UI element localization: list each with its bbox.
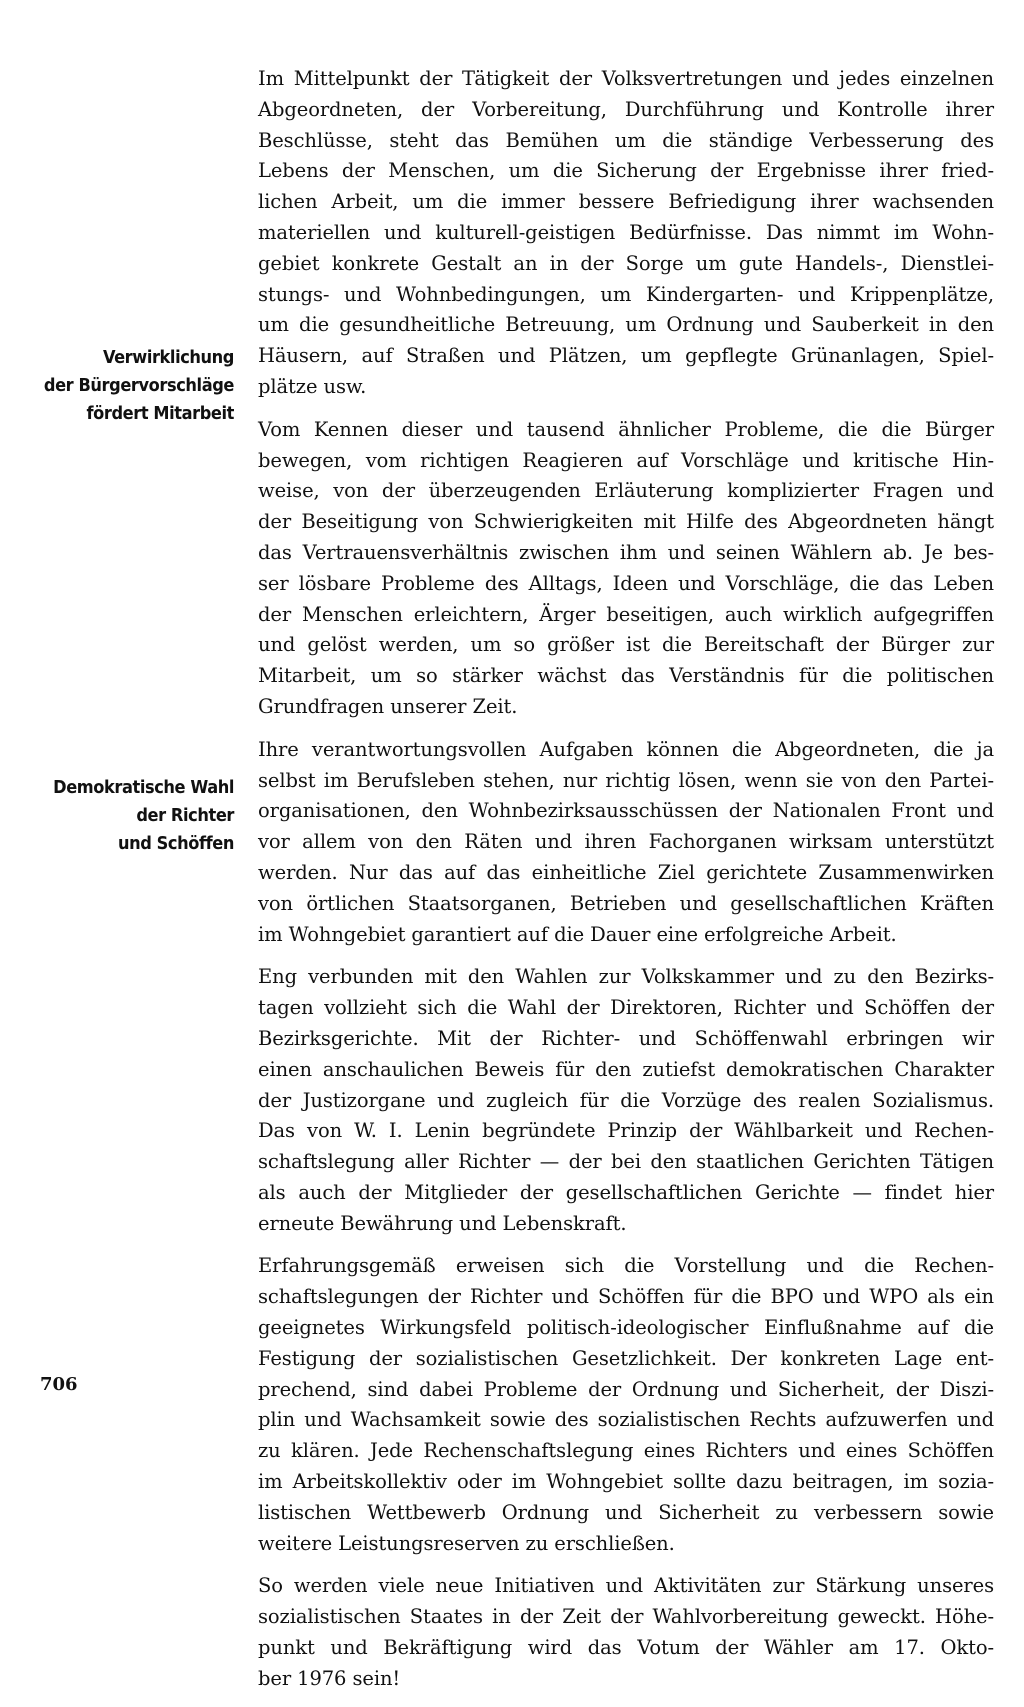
side-heading-line: Verwirklichung: [102, 347, 234, 368]
text-line: ber 1976 sein!: [258, 1666, 401, 1690]
text-line: prechend, sind dabei Probleme der Ordnung und Sicherheit, der Diszi-: [258, 1377, 994, 1401]
text-line: im Arbeitskollektiv oder im Wohngebiet sollte dazu beitragen, im sozia-: [258, 1470, 994, 1494]
page-number: 706: [40, 1374, 78, 1395]
text-line: Bezirksgerichte. Mit der Richter- und Schöffenwahl erbringen wir: [258, 1026, 994, 1050]
text-line: schaftslegung aller Richter — der bei den staatlichen Gerichten Tätigen: [258, 1150, 994, 1174]
text-line: im Wohngebiet garantiert auf die Dauer eine erfolgreiche Arbeit.: [258, 922, 897, 946]
text-line: lichen Arbeit, um die immer bessere Befriedigung ihrer wachsenden: [258, 190, 994, 214]
text-line: Mitarbeit, um so stärker wächst das Verständnis für die politischen: [258, 664, 994, 688]
text-line: Ihre verantwortungsvollen Aufgaben können die Abgeordneten, die ja: [258, 737, 994, 761]
text-line: zu klären. Jede Rechenschaftslegung eines Richters und eines Schöffen: [258, 1439, 994, 1463]
text-line: werden. Nur das auf das einheitliche Ziel gerichtete Zusammenwirken: [258, 860, 994, 884]
text-line: Häusern, auf Straßen und Plätzen, um gepflegte Grünanlagen, Spiel-: [258, 344, 994, 368]
text-line: schaftslegungen der Richter und Schöffen für die BPO und WPO als ein: [258, 1285, 994, 1309]
paragraph: [258, 1571, 994, 1694]
text-line: selbst im Berufsleben stehen, nur richtig lösen, wenn sie von den Partei-: [258, 768, 994, 792]
text-line: Abgeordneten, der Vorbereitung, Durchführung und Kontrolle ihrer: [258, 97, 994, 121]
text-line: weise, von der überzeugenden Erläuterung komplizierter Fragen und: [258, 479, 994, 503]
text-line: als auch der Mitglieder der gesellschaftlichen Gerichte — findet hier: [258, 1180, 994, 1204]
text-line: materiellen und kulturell-geistigen Bedürfnisse. Das nimmt im Wohn-: [258, 220, 994, 244]
side-heading-line: Demokratische Wahl: [53, 777, 234, 798]
text-line: einen anschaulichen Beweis für den zutiefst demokratischen Charakter: [258, 1057, 994, 1081]
text-line: Das von W. I. Lenin begründete Prinzip der Wählbarkeit und Rechen-: [258, 1119, 994, 1143]
text-line: So werden viele neue Initiativen und Aktivitäten zur Stärkung unseres: [258, 1574, 994, 1598]
paragraph: [258, 962, 994, 1239]
main-text-column: [258, 64, 994, 1707]
text-line: das Vertrauensverhältnis zwischen ihm und seinen Wählern ab. Je bes-: [258, 540, 994, 564]
text-line: gebiet konkrete Gestalt an in der Sorge um gute Handels-, Dienstlei-: [258, 251, 994, 275]
side-heading-line: der Richter: [136, 805, 234, 826]
text-line: um die gesundheitliche Betreuung, um Ordnung und Sauberkeit in den: [258, 313, 994, 337]
text-line: und gelöst werden, um so größer ist die Bereitschaft der Bürger zur: [258, 633, 994, 657]
side-heading-line: und Schöffen: [117, 833, 234, 854]
text-line: der Menschen erleichtern, Ärger beseitigen, auch wirklich aufgegriffen: [258, 602, 994, 626]
text-line: Im Mittelpunkt der Tätigkeit der Volksvertretungen und jedes einzelnen: [258, 67, 994, 90]
text-line: plätze usw.: [258, 374, 367, 398]
text-line: erneute Bewährung und Lebenskraft.: [258, 1211, 627, 1235]
text-line: Vom Kennen dieser und tausend ähnlicher Probleme, die die Bürger: [258, 417, 994, 441]
text-line: weitere Leistungsreserven zu erschließen.: [258, 1531, 675, 1555]
text-line: der Beseitigung von Schwierigkeiten mit Hilfe des Abgeordneten hängt: [258, 510, 994, 534]
text-line: von örtlichen Staatsorganen, Betrieben und gesellschaftlichen Kräften: [258, 891, 994, 915]
side-heading-buergervorschlaege: [34, 344, 234, 428]
side-heading-line: fördert Mitarbeit: [86, 403, 234, 424]
text-line: Festigung der sozialistischen Gesetzlichkeit. Der konkreten Lage ent-: [258, 1346, 994, 1370]
text-line: organisationen, den Wohnbezirksausschüssen der Nationalen Front und: [258, 799, 994, 823]
text-line: vor allem von den Räten und ihren Fachorganen wirksam unterstützt: [258, 830, 994, 854]
text-line: Eng verbunden mit den Wahlen zur Volkskammer und zu den Bezirks-: [258, 965, 994, 989]
text-line: tagen vollzieht sich die Wahl der Direktoren, Richter und Schöffen der: [258, 996, 994, 1020]
text-line: sozialistischen Staates in der Zeit der Wahlvorbereitung geweckt. Höhe-: [258, 1605, 994, 1629]
text-line: der Justizorgane und zugleich für die Vorzüge des realen Sozialismus.: [258, 1088, 994, 1112]
text-line: punkt und Bekräftigung wird das Votum der Wähler am 17. Okto-: [258, 1636, 994, 1660]
text-line: ser lösbare Probleme des Alltags, Ideen und Vorschläge, die das Leben: [258, 571, 994, 595]
paragraph: [258, 735, 994, 951]
side-heading-line: der Bürgervorschläge: [43, 375, 234, 396]
paragraph: [258, 415, 994, 723]
text-line: Grundfragen unserer Zeit.: [258, 694, 518, 718]
text-line: Erfahrungsgemäß erweisen sich die Vorstellung und die Rechen-: [258, 1254, 994, 1278]
side-heading-richterwahl: [34, 774, 234, 858]
text-line: bewegen, vom richtigen Reagieren auf Vorschläge und kritische Hin-: [258, 448, 994, 472]
text-line: plin und Wachsamkeit sowie des sozialistischen Rechts aufzuwerfen und: [258, 1408, 994, 1432]
text-line: geeignetes Wirkungsfeld politisch-ideologischer Einflußnahme auf die: [258, 1316, 994, 1340]
paragraph: [258, 1251, 994, 1559]
text-line: Beschlüsse, steht das Bemühen um die ständige Verbesserung des: [258, 128, 994, 152]
text-line: listischen Wettbewerb Ordnung und Sicherheit zu verbessern sowie: [258, 1500, 994, 1524]
text-line: stungs- und Wohnbedingungen, um Kindergarten- und Krippenplätze,: [258, 282, 994, 306]
text-line: Lebens der Menschen, um die Sicherung der Ergebnisse ihrer fried-: [258, 159, 994, 183]
paragraph: [258, 64, 994, 403]
